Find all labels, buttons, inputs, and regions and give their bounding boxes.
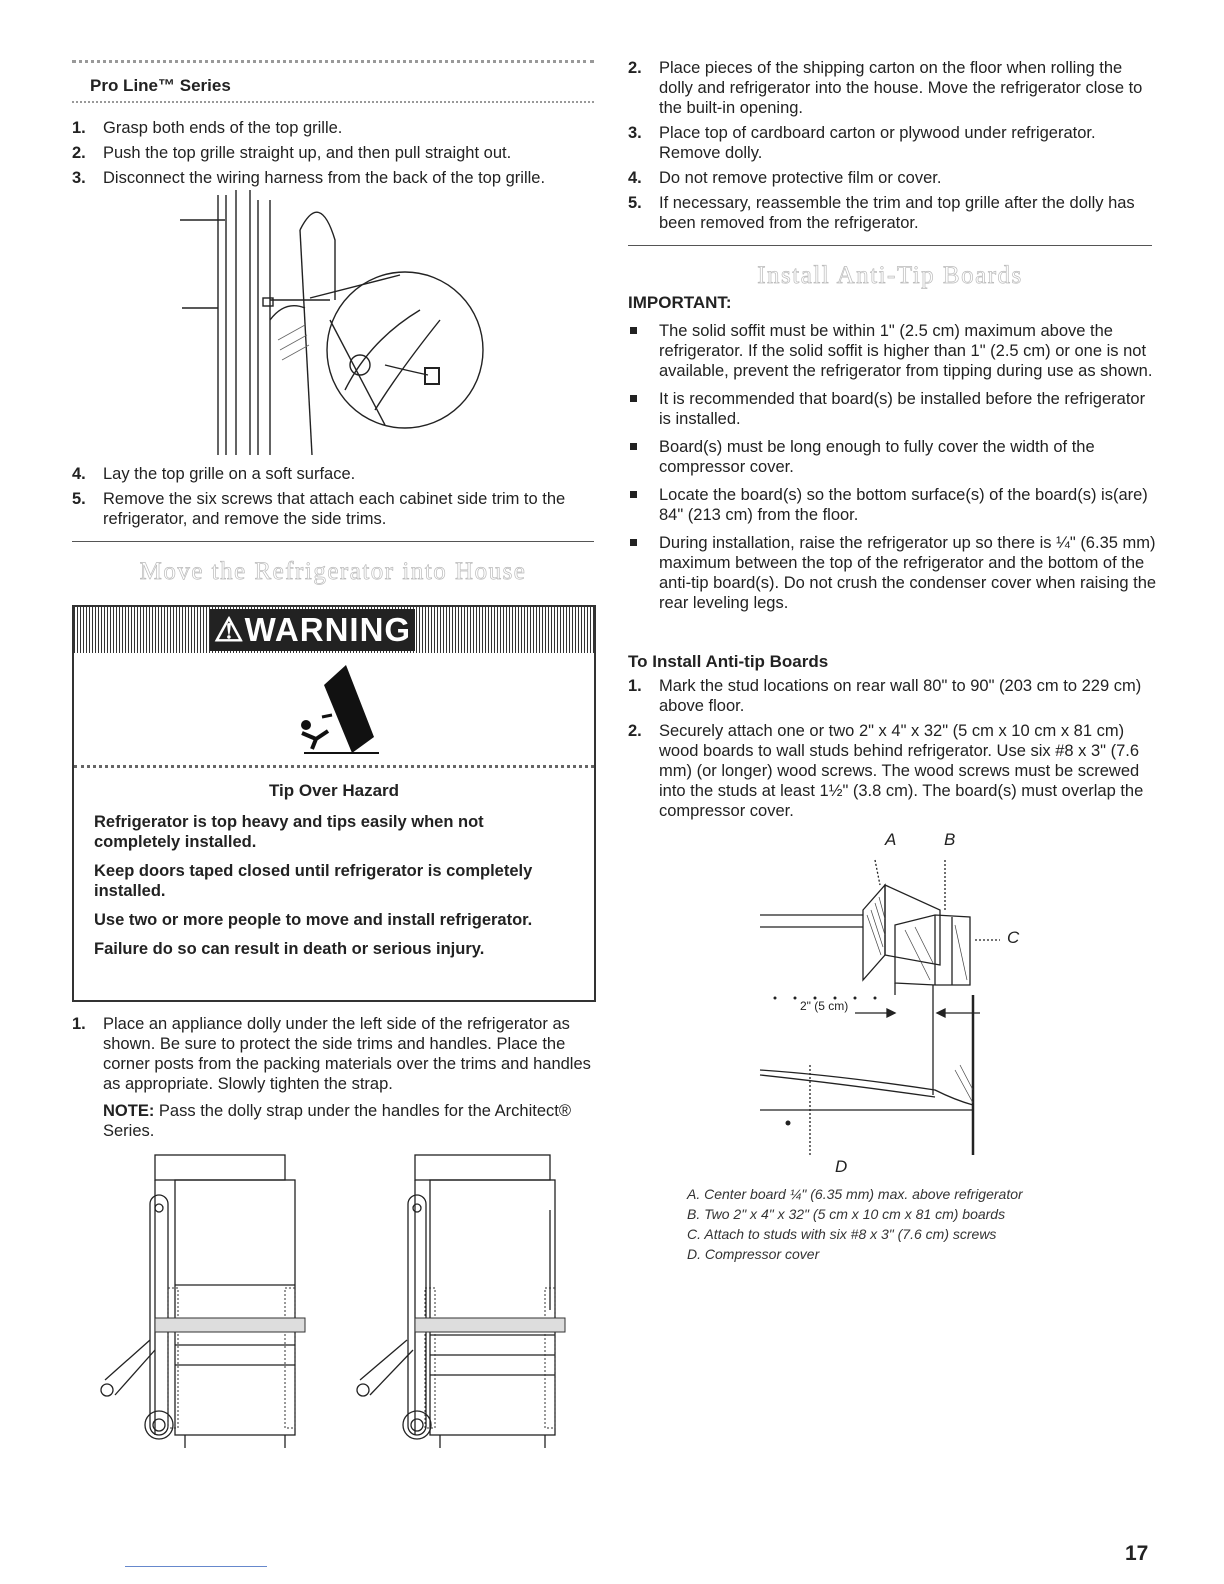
warning-line-1: Refrigerator is top heavy and tips easily when not completely installed. [94, 813, 484, 851]
dolly-step-1: 1. Place an appliance dolly under the left side of the refrigerator as shown. Be sure to protect the side trims and handles. Place the corner posts from the packing materials over the trims and handles as appropriate. Slowly tighten the strap. [72, 1015, 591, 1093]
bullet-5: During installation, raise the refrigerator up so there is ¼" (6.35 mm) maximum between the top of the refrigerator and the bottom of the anti-tip board(s). Do not crush the condenser cover when raising the rear leveling legs. [628, 533, 1158, 613]
pro-line-bottom-rule [72, 101, 594, 103]
move-refrigerator-heading: Move the Refrigerator into House [139, 558, 527, 585]
footer-rule [125, 1566, 267, 1567]
anti-tip-board-diagram [755, 855, 1015, 1155]
grille-removal-steps [72, 118, 602, 193]
warning-line-2: Keep doors taped closed until refrigerator is completely installed. [94, 862, 533, 900]
important-label: IMPORTANT: [628, 293, 732, 312]
anti-tip-heading: Install Anti-Tip Boards [757, 262, 1023, 289]
move-section-rule [72, 541, 594, 542]
legend-b: B. Two 2" x 4" x 32" (5 cm x 10 cm x 81 cm) boards [687, 1206, 1006, 1222]
warning-title-left [210, 609, 415, 651]
dolly-illustration-right [345, 1150, 575, 1470]
warning-divider [74, 765, 594, 768]
tip-over-hazard-icon [284, 665, 384, 765]
step-5: 5. Remove the six screws that attach each cabinet side trim to the refrigerator, and remove the side trims. [72, 490, 566, 528]
top-grille-illustration [170, 190, 490, 455]
side-trim-steps [72, 464, 602, 534]
warning-box [72, 605, 596, 1002]
anti-tip-section-rule [628, 245, 1152, 246]
diagram-label-d: D [835, 1157, 848, 1176]
step-4: 4. Lay the top grille on a soft surface. [72, 465, 356, 483]
install-steps [628, 676, 1158, 826]
diagram-legend [687, 1184, 1137, 1264]
important-bullets [628, 321, 1158, 621]
hazard-title: Tip Over Hazard [268, 781, 400, 800]
bullet-3: Board(s) must be long enough to fully cover the width of the compressor cover. [628, 437, 1158, 477]
diagram-label-c: C [1007, 928, 1020, 947]
dolly-step [72, 1014, 602, 1099]
move-step-4: 4. Do not remove protective film or cover. [628, 169, 942, 187]
move-step-2: 2. Place pieces of the shipping carton on the floor when rolling the dolly and refrigerator into the house. Move the refrigerator close to the built-in opening. [628, 59, 1143, 117]
install-step-1: 1. Mark the stud locations on rear wall 80" to 90" (203 cm to 229 cm) above floor. [628, 677, 1142, 715]
move-steps-continued [628, 58, 1158, 238]
legend-d: D. Compressor cover [687, 1246, 820, 1262]
warning-triangle-icon: ⚠ [214, 611, 245, 648]
legend-a: A. Center board ¼" (6.35 mm) max. above refrigerator [687, 1186, 1023, 1202]
legend-c: C. Attach to studs with six #8 x 3" (7.6 cm) screws [687, 1226, 997, 1242]
pro-line-top-rule [72, 60, 594, 63]
pro-line-heading: Pro Line™ Series [90, 76, 231, 95]
warning-title: WARNING [244, 611, 412, 648]
dolly-note [103, 1101, 573, 1141]
warning-text [94, 812, 554, 968]
note-text: Pass the dolly strap under the handles for the Architect® Series. [103, 1102, 571, 1140]
diagram-label-a: A [885, 830, 897, 849]
page-number: 17 [1125, 1542, 1149, 1565]
install-step-2: 2. Securely attach one or two 2" x 4" x 32" (5 cm x 10 cm x 81 cm) wood boards to wall studs behind refrigerator. Use six #8 x 3" (7.6 mm) (or longer) wood screws. The wood screws must be screwed into the studs at least 1½" (3.8 cm). The board(s) must overlap the compressor cover. [628, 722, 1144, 820]
bullet-2: It is recommended that board(s) be installed before the refrigerator is installed. [628, 389, 1158, 429]
warning-line-4: Failure do so can result in death or serious injury. [94, 940, 485, 958]
warning-line-3: Use two or more people to move and install refrigerator. [94, 911, 533, 929]
move-step-5: 5. If necessary, reassemble the trim and top grille after the dolly has been removed from the refrigerator. [628, 194, 1135, 232]
step-2: 2. Push the top grille straight up, and then pull straight out. [72, 144, 512, 162]
bullet-4: Locate the board(s) so the bottom surface(s) of the board(s) is(are) 84" (213 cm) from the floor. [628, 485, 1158, 525]
step-3: 3. Disconnect the wiring harness from the back of the top grille. [72, 169, 546, 187]
dolly-illustration-left [95, 1150, 315, 1470]
install-anti-tip-heading: To Install Anti-tip Boards [628, 652, 829, 671]
step-1: 1. Grasp both ends of the top grille. [72, 119, 343, 137]
note-label: NOTE: [103, 1102, 155, 1120]
diagram-label-b: B [944, 830, 956, 849]
move-step-3: 3. Place top of cardboard carton or plywood under refrigerator. Remove dolly. [628, 124, 1096, 162]
bullet-1: The solid soffit must be within 1" (2.5 cm) maximum above the refrigerator. If the solid soffit is higher than 1" (2.5 cm) or one is not available, prevent the refrigerator from tipping during use as shown. [628, 321, 1158, 381]
diagram-dimension: 2" (5 cm) [800, 999, 849, 1013]
